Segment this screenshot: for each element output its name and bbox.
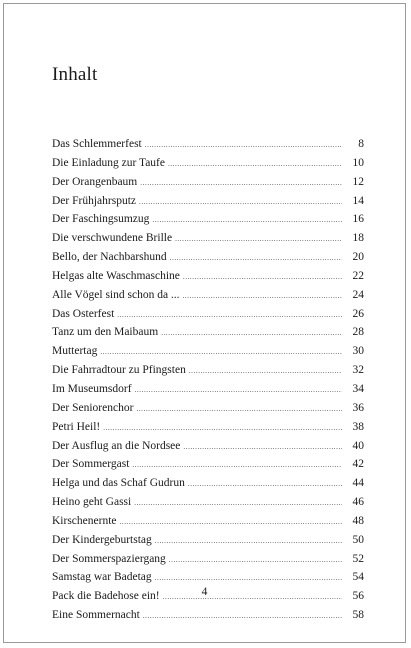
toc-entry-title: Die verschwundene Brille — [52, 232, 173, 245]
toc-dot-leader — [145, 136, 342, 154]
table-of-contents — [52, 135, 364, 625]
toc-entry-title: Alle Vögel sind schon da ... — [52, 288, 180, 301]
toc-entry-title: Das Osterfest — [52, 307, 115, 320]
toc-entry-page: 20 — [352, 251, 364, 264]
page-number: 4 — [201, 586, 208, 598]
toc-entry — [52, 323, 364, 342]
toc-entry-page: 38 — [352, 420, 364, 433]
toc-entry-page: 30 — [352, 345, 364, 358]
toc-entry-page: 10 — [352, 156, 364, 169]
toc-entry-title: Bello, der Nachbarshund — [52, 251, 167, 264]
toc-entry-page: 14 — [352, 194, 364, 207]
toc-dot-leader — [132, 456, 342, 474]
toc-entry-page: 36 — [352, 401, 364, 414]
toc-entry-title: Helgas alte Waschmaschine — [52, 269, 180, 282]
toc-dot-leader — [170, 249, 342, 267]
toc-entry-page: 56 — [352, 590, 364, 603]
page-title: Inhalt — [52, 64, 98, 85]
toc-entry-title: Eine Sommernacht — [52, 609, 140, 622]
toc-entry-page: 24 — [352, 288, 364, 301]
toc-entry — [52, 154, 364, 173]
toc-entry — [52, 286, 364, 305]
toc-entry — [52, 418, 364, 437]
toc-entry-page: 16 — [352, 213, 364, 226]
toc-entry-title: Samstag war Badetag — [52, 571, 152, 584]
toc-entry — [52, 305, 364, 324]
toc-entry-title: Kirschenernte — [52, 514, 117, 527]
toc-dot-leader — [135, 381, 342, 399]
toc-entry — [52, 399, 364, 418]
toc-entry — [52, 550, 364, 569]
toc-dot-leader — [140, 174, 342, 192]
toc-entry-title: Der Kindergeburtstag — [52, 533, 152, 546]
toc-entry-page: 32 — [352, 364, 364, 377]
toc-entry — [52, 493, 364, 512]
toc-entry — [52, 361, 364, 380]
toc-entry-title: Der Seniorenchor — [52, 401, 134, 414]
toc-entry-page: 42 — [352, 458, 364, 471]
toc-entry — [52, 531, 364, 550]
toc-entry — [52, 267, 364, 286]
toc-dot-leader — [169, 551, 342, 569]
toc-entry-title: Die Fahrradtour zu Pfingsten — [52, 364, 186, 377]
toc-entry-page: 28 — [352, 326, 364, 339]
toc-entry — [52, 606, 364, 625]
toc-entry-title: Heino geht Gassi — [52, 496, 132, 509]
toc-entry-page: 48 — [352, 514, 364, 527]
toc-entry-title: Pack die Badehose ein! — [52, 590, 160, 603]
toc-entry-page: 8 — [358, 138, 364, 150]
toc-entry-page: 22 — [352, 269, 364, 282]
toc-dot-leader — [155, 569, 342, 587]
toc-dot-leader — [183, 268, 342, 286]
toc-entry — [52, 229, 364, 248]
toc-dot-leader — [152, 211, 342, 229]
toc-entry-title: Das Schlemmerfest — [52, 138, 142, 150]
toc-entry-title: Der Sommergast — [52, 458, 130, 471]
toc-entry-title: Der Faschingsumzug — [52, 213, 150, 226]
toc-entry-page: 54 — [352, 571, 364, 584]
toc-entry-page: 44 — [352, 477, 364, 490]
toc-entry-page: 58 — [352, 609, 364, 622]
toc-entry — [52, 568, 364, 587]
toc-entry — [52, 135, 364, 154]
toc-dot-leader — [143, 607, 342, 625]
toc-dot-leader — [136, 400, 342, 418]
toc-entry-title: Helga und das Schaf Gudrun — [52, 477, 185, 490]
toc-dot-leader — [188, 475, 342, 493]
toc-entry-page: 52 — [352, 552, 364, 565]
toc-entry-page: 40 — [352, 439, 364, 452]
book-page — [3, 3, 406, 643]
toc-entry-title: Petri Heil! — [52, 420, 101, 433]
toc-entry-page: 12 — [352, 175, 364, 188]
toc-dot-leader — [117, 306, 342, 324]
toc-dot-leader — [189, 362, 342, 380]
toc-dot-leader — [175, 230, 342, 248]
toc-entry — [52, 192, 364, 211]
toc-dot-leader — [183, 438, 342, 456]
toc-dot-leader — [134, 494, 342, 512]
toc-entry — [52, 455, 364, 474]
toc-entry-page: 18 — [352, 232, 364, 245]
toc-entry-title: Der Sommerspaziergang — [52, 552, 166, 565]
toc-entry-page: 26 — [352, 307, 364, 320]
toc-entry-title: Der Ausflug an die Nordsee — [52, 439, 181, 452]
toc-entry — [52, 512, 364, 531]
toc-dot-leader — [183, 287, 342, 305]
toc-entry-title: Der Orangenbaum — [52, 175, 138, 188]
toc-entry-page: 50 — [352, 533, 364, 546]
toc-entry — [52, 380, 364, 399]
toc-dot-leader — [120, 513, 343, 531]
toc-entry — [52, 173, 364, 192]
toc-entry — [52, 474, 364, 493]
toc-entry — [52, 437, 364, 456]
toc-entry-page: 46 — [352, 496, 364, 509]
toc-dot-leader — [139, 193, 342, 211]
toc-dot-leader — [168, 155, 342, 173]
toc-entry-title: Muttertag — [52, 345, 98, 358]
toc-dot-leader — [100, 343, 342, 361]
toc-entry-page: 34 — [352, 382, 364, 395]
toc-dot-leader — [161, 324, 342, 342]
toc-entry-title: Tanz um den Maibaum — [52, 326, 159, 339]
toc-dot-leader — [155, 532, 342, 550]
toc-entry-title: Im Museumsdorf — [52, 382, 132, 395]
toc-dot-leader — [103, 419, 342, 437]
toc-entry-title: Der Frühjahrsputz — [52, 194, 136, 207]
toc-entry-title: Die Einladung zur Taufe — [52, 156, 165, 169]
toc-entry — [52, 342, 364, 361]
toc-entry — [52, 248, 364, 267]
toc-entry — [52, 210, 364, 229]
